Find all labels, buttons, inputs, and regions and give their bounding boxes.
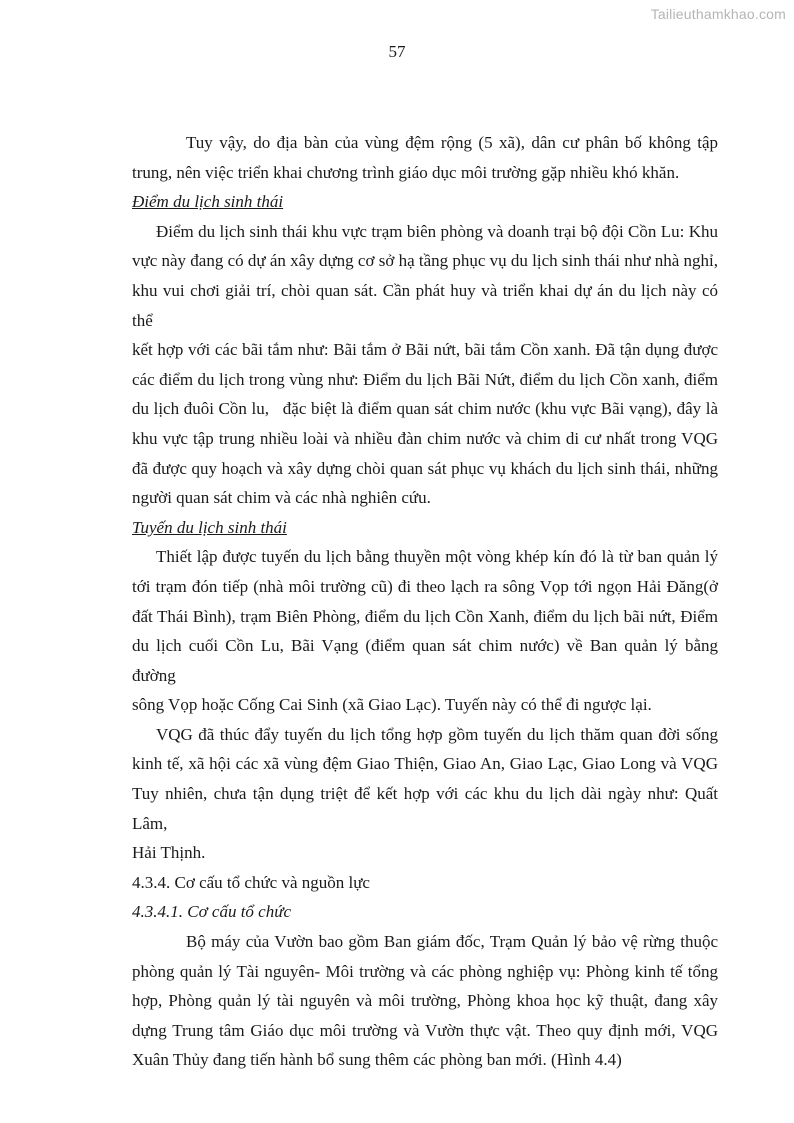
subheading-ecotourism-sites xyxy=(132,187,718,217)
text-line: Thiết lập được tuyến du lịch bằng thuyền một vòng khép kín đó là từ ban quản lý xyxy=(156,547,718,567)
paragraph-organization-structure xyxy=(132,927,718,1075)
text-line: kết hợp với các bãi tắm như: Bãi tắm ở Bãi nứt, bãi tắm Cồn xanh. Đã tận dụng được xyxy=(132,340,718,360)
text-line: Hải Thịnh. xyxy=(132,843,206,863)
subsection-heading-text: 4.3.4.1. Cơ cấu tổ chức xyxy=(132,902,292,922)
document-body xyxy=(132,128,718,1075)
text-line: VQG đã thúc đẩy tuyến du lịch tổng hợp gồm tuyến du lịch thăm quan đời sống xyxy=(156,724,718,744)
paragraph-intro xyxy=(132,128,718,187)
text-line: sông Vọp hoặc Cống Cai Sinh (xã Giao Lạc). Tuyến này có thể đi ngược lại. xyxy=(132,695,652,715)
text-line: Tuy nhiên, chưa tận dụng triệt để kết hợp với các khu du lịch dài ngày như: Quất Lâm, xyxy=(132,784,718,833)
paragraph-ecotourism-routes xyxy=(132,542,718,720)
text-line: kinh tế, xã hội các xã vùng đệm Giao Thiện, Giao An, Giao Lạc, Giao Long và VQG xyxy=(132,754,718,774)
text-line: người quan sát chim và các nhà nghiên cứu. xyxy=(132,488,431,508)
section-heading-organization xyxy=(132,868,718,898)
section-heading-text: 4.3.4. Cơ cấu tổ chức và nguồn lực xyxy=(132,872,370,892)
text-line: hợp, Phòng quản lý tài nguyên và môi trường, Phòng khoa học kỹ thuật, đang xây xyxy=(132,991,718,1011)
paragraph-combined-tourism xyxy=(132,720,718,868)
text-line: đã được quy hoạch và xây dựng chòi quan sát phục vụ khách du lịch sinh thái, những xyxy=(132,458,718,478)
page-number: 57 xyxy=(388,42,406,61)
text-line: vực này đang có dự án xây dựng cơ sở hạ tầng phục vụ du lịch sinh thái như nhà nghỉ, xyxy=(132,251,718,271)
text-line: Điểm du lịch sinh thái khu vực trạm biên phòng và doanh trại bộ đội Cồn Lu: Khu xyxy=(156,221,718,241)
text-line: dựng Trung tâm Giáo dục môi trường và Vườn thực vật. Theo quy định mới, VQG xyxy=(132,1020,718,1040)
text-line: đất Thái Bình), trạm Biên Phòng, điểm du lịch Cồn Xanh, điểm du lịch bãi nứt, Điểm xyxy=(132,606,718,626)
text-line: tới trạm đón tiếp (nhà môi trường cũ) đi theo lạch ra sông Vọp tới ngọn Hải Đăng(ở xyxy=(132,576,718,596)
subheading-text: Điểm du lịch sinh thái xyxy=(132,192,284,212)
text-line: trung, nên việc triển khai chương trình giáo dục môi trường gặp nhiều khó khăn. xyxy=(132,162,680,182)
text-line: du lịch cuối Cồn Lu, Bãi Vạng (điểm quan sát chim nước) về Ban quản lý bằng đường xyxy=(132,636,718,685)
text-line: khu vực tập trung nhiều loài và nhiều đàn chim nước và chim di cư nhất trong VQG xyxy=(132,428,718,448)
text-line: Tuy vậy, do địa bàn của vùng đệm rộng (5 xã), dân cư phân bố không tập xyxy=(186,133,718,152)
watermark-text: Tailieuthamkhao.com xyxy=(650,6,786,22)
subheading-ecotourism-routes xyxy=(132,513,718,543)
text-line: du lịch đuôi Cồn lu, đặc biệt là điểm quan sát chim nước (khu vực Bãi vạng), đây là xyxy=(132,399,718,419)
subsection-heading-structure xyxy=(132,897,718,927)
text-line: Xuân Thủy đang tiến hành bổ sung thêm các phòng ban mới. (Hình 4.4) xyxy=(132,1050,622,1070)
text-line: khu vui chơi giải trí, chòi quan sát. Cần phát huy và triển khai dự án du lịch này có thể xyxy=(132,280,718,330)
subheading-text: Tuyến du lịch sinh thái xyxy=(132,517,287,537)
text-line: phòng quản lý Tài nguyên- Môi trường và các phòng nghiệp vụ: Phòng kinh tế tổng xyxy=(132,961,718,981)
text-line: các điểm du lịch trong vùng như: Điểm du lịch Bãi Nứt, điểm du lịch Cồn xanh, điểm xyxy=(132,369,718,389)
text-line: Bộ máy của Vườn bao gồm Ban giám đốc, Trạm Quản lý bảo vệ rừng thuộc xyxy=(186,932,718,952)
paragraph-ecotourism-sites xyxy=(132,217,718,513)
